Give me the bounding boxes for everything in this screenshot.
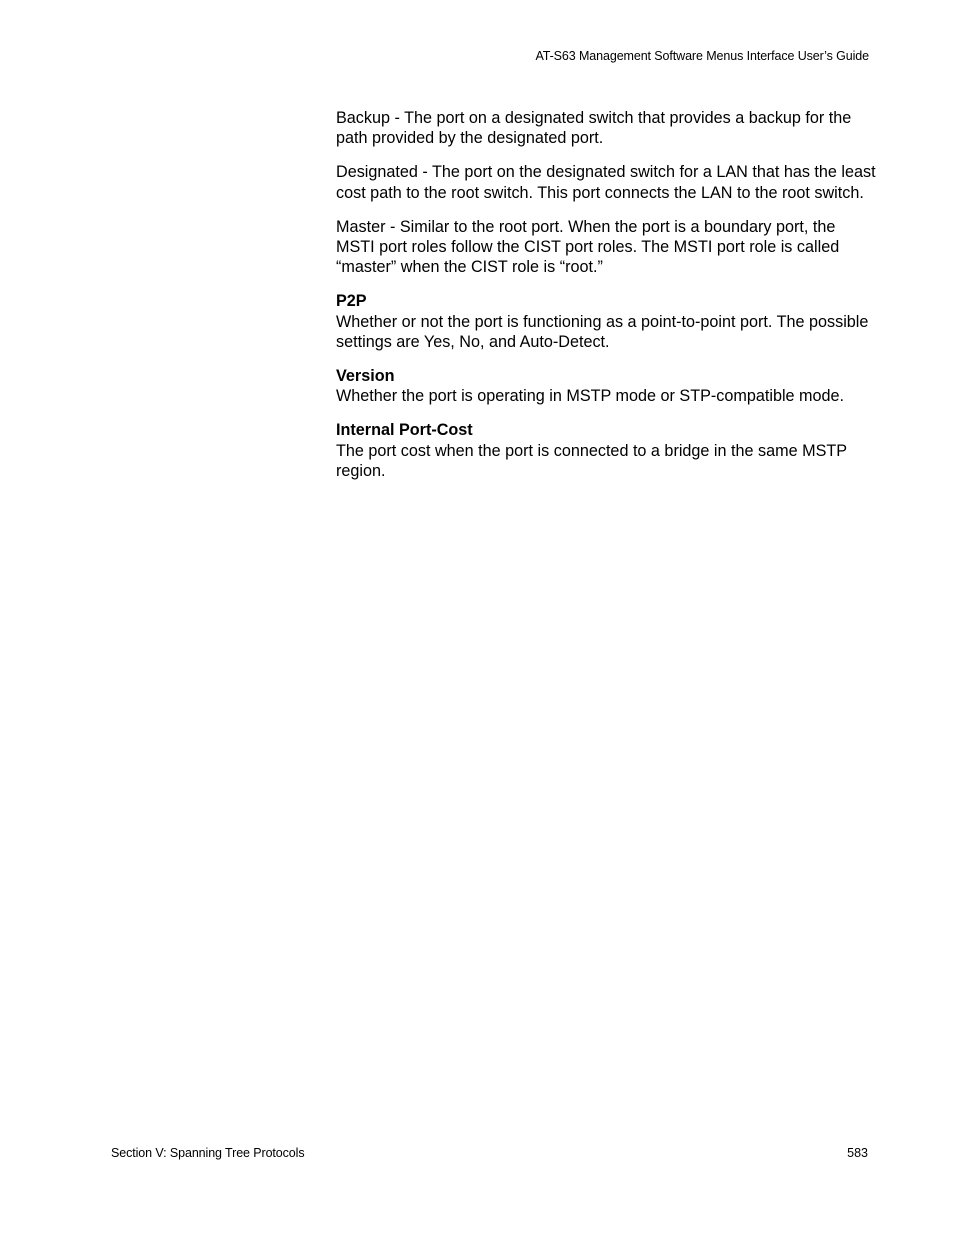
term-description: Whether the port is operating in MSTP mode or STP-compatible mode. — [336, 387, 845, 406]
port-role-designated: Designated - The port on the designated switch for a LAN that has the least cost path to the root switch. This port connects the LAN to the root switch. — [336, 163, 876, 202]
term-p2p — [336, 291, 876, 352]
term-heading: Version — [336, 367, 395, 386]
term-description: The port cost when the port is connected to a bridge in the same MSTP region. — [336, 441, 847, 480]
running-header: AT-S63 Management Software Menus Interface User’s Guide — [535, 49, 869, 63]
port-role-backup: Backup - The port on a designated switch that provides a backup for the path provided by the designated port. — [336, 109, 852, 148]
term-version — [336, 366, 876, 406]
term-heading: Internal Port-Cost — [336, 421, 473, 440]
port-role-master: Master - Similar to the root port. When the port is a boundary port, the MSTI port roles follow the CIST port roles. The MSTI port role is called “master” when the CIST role is “root.” — [336, 217, 840, 277]
page-body — [336, 108, 876, 495]
term-heading: P2P — [336, 292, 367, 311]
footer-page-number: 583 — [847, 1146, 868, 1160]
term-description: Whether or not the port is functioning as a point-to-point port. The possible settings are Yes, No, and Auto-Detect. — [336, 312, 869, 351]
term-internal-port-cost — [336, 420, 876, 481]
footer-section-title: Section V: Spanning Tree Protocols — [111, 1146, 305, 1160]
